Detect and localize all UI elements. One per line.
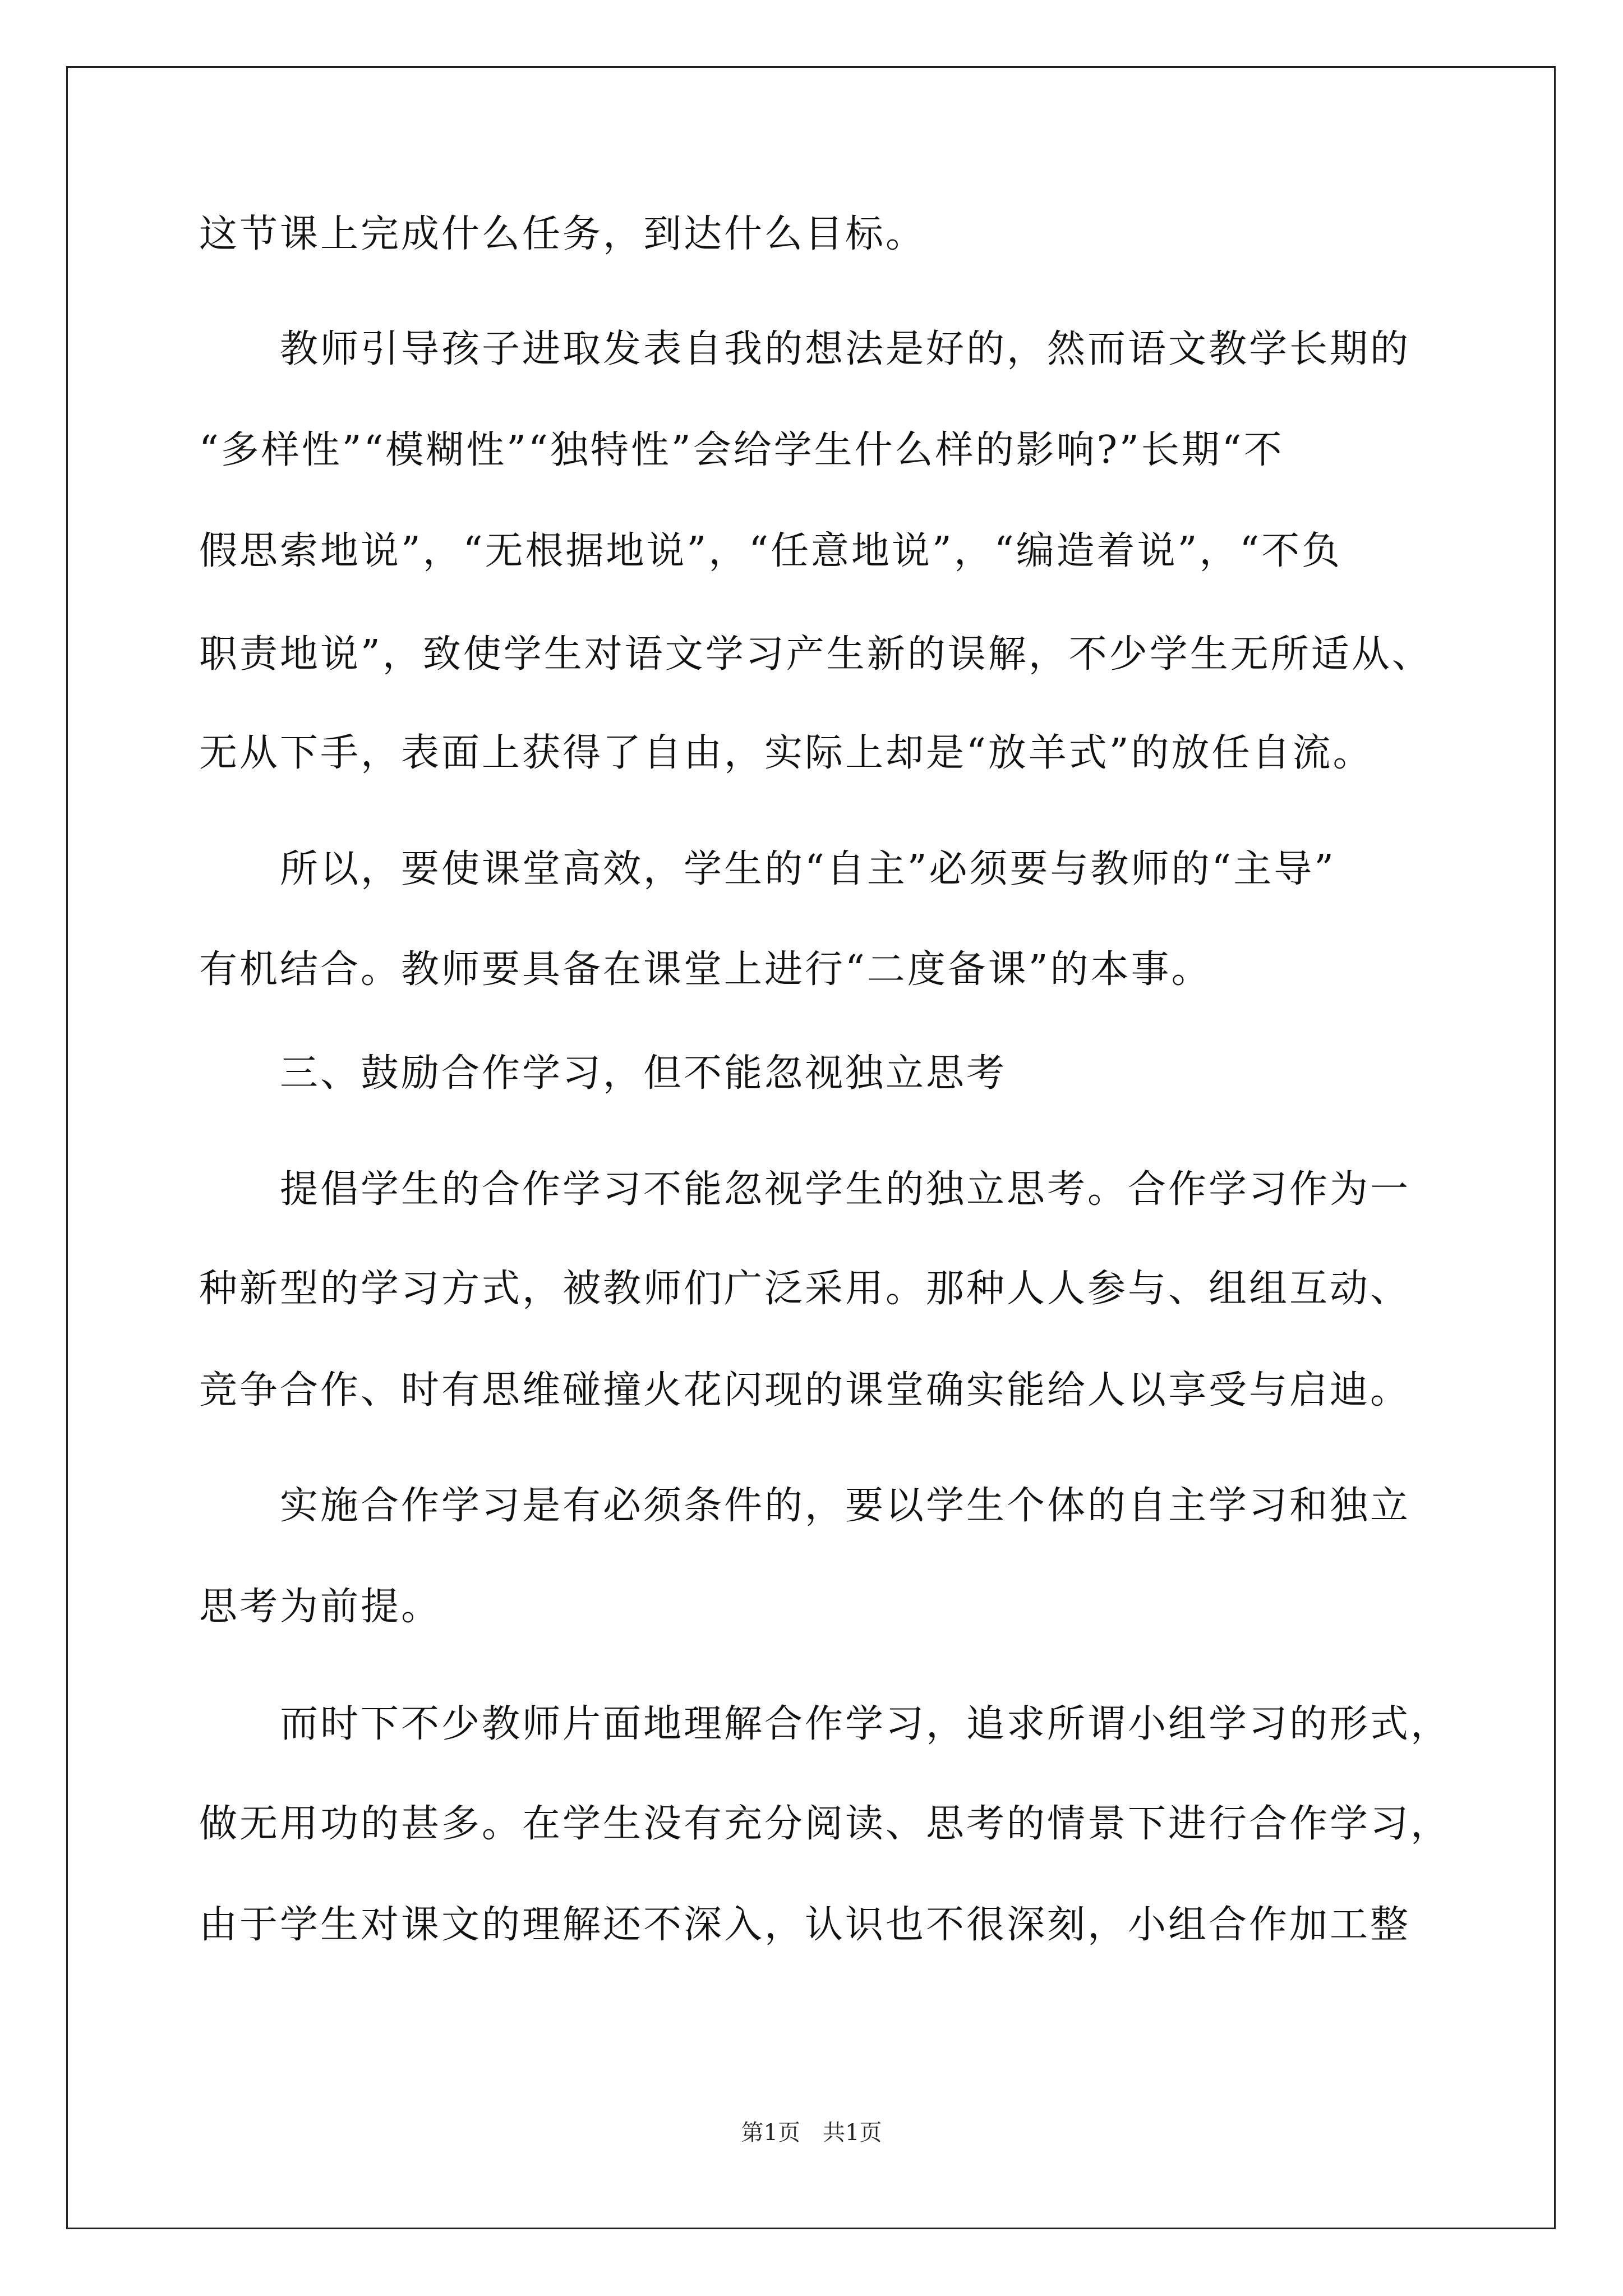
body-line-8: 有机结合。教师要具备在课堂上进行“二度备课”的本事。 xyxy=(199,947,1212,992)
body-line-14: 思考为前提。 xyxy=(199,1585,442,1629)
page-number-current: 第1页 xyxy=(741,2120,800,2146)
body-line-7: 所以，要使课堂高效，学生的“自主”必须要与教师的“主导” xyxy=(280,847,1336,891)
body-line-11: 种新型的学习方式，被教师们广泛采用。那种人人参与、组组互动、 xyxy=(199,1267,1411,1311)
body-line-17: 由于学生对课文的理解还不深入，认识也不很深刻，小组合作加工整 xyxy=(199,1903,1411,1947)
body-line-3: “多样性”“模糊性”“独特性”会给学生什么样的影响?”长期“不 xyxy=(199,428,1284,472)
body-line-15: 而时下不少教师片面地理解合作学习，追求所谓小组学习的形式， xyxy=(280,1702,1451,1746)
body-line-12: 竞争合作、时有思维碰撞火花闪现的课堂确实能给人以享受与启迪。 xyxy=(199,1368,1411,1412)
body-line-4: 假思索地说”，“无根据地说”，“任意地说”，“编造着说”，“不负 xyxy=(199,529,1343,573)
body-line-13: 实施合作学习是有必须条件的，要以学生个体的自主学习和独立 xyxy=(280,1484,1411,1528)
body-line-16: 做无用功的甚多。在学生没有充分阅读、思考的情景下进行合作学习， xyxy=(199,1802,1451,1846)
body-line-10: 提倡学生的合作学习不能忽视学生的独立思考。合作学习作为一 xyxy=(280,1167,1411,1212)
body-line-1: 这节课上完成什么任务，到达什么目标。 xyxy=(199,212,926,256)
page-number-total: 共1页 xyxy=(823,2120,882,2146)
body-line-5: 职责地说”，致使学生对语文学习产生新的误解，不少学生无所适从、 xyxy=(199,632,1432,677)
body-line-2: 教师引导孩子进取发表自我的想法是好的，然而语文教学长期的 xyxy=(280,327,1411,371)
page-footer xyxy=(0,2119,1623,2147)
section-heading: 三、鼓励合作学习，但不能忽视独立思考 xyxy=(280,1051,1007,1096)
body-line-6: 无从下手，表面上获得了自由，实际上却是“放羊式”的放任自流。 xyxy=(199,731,1373,775)
